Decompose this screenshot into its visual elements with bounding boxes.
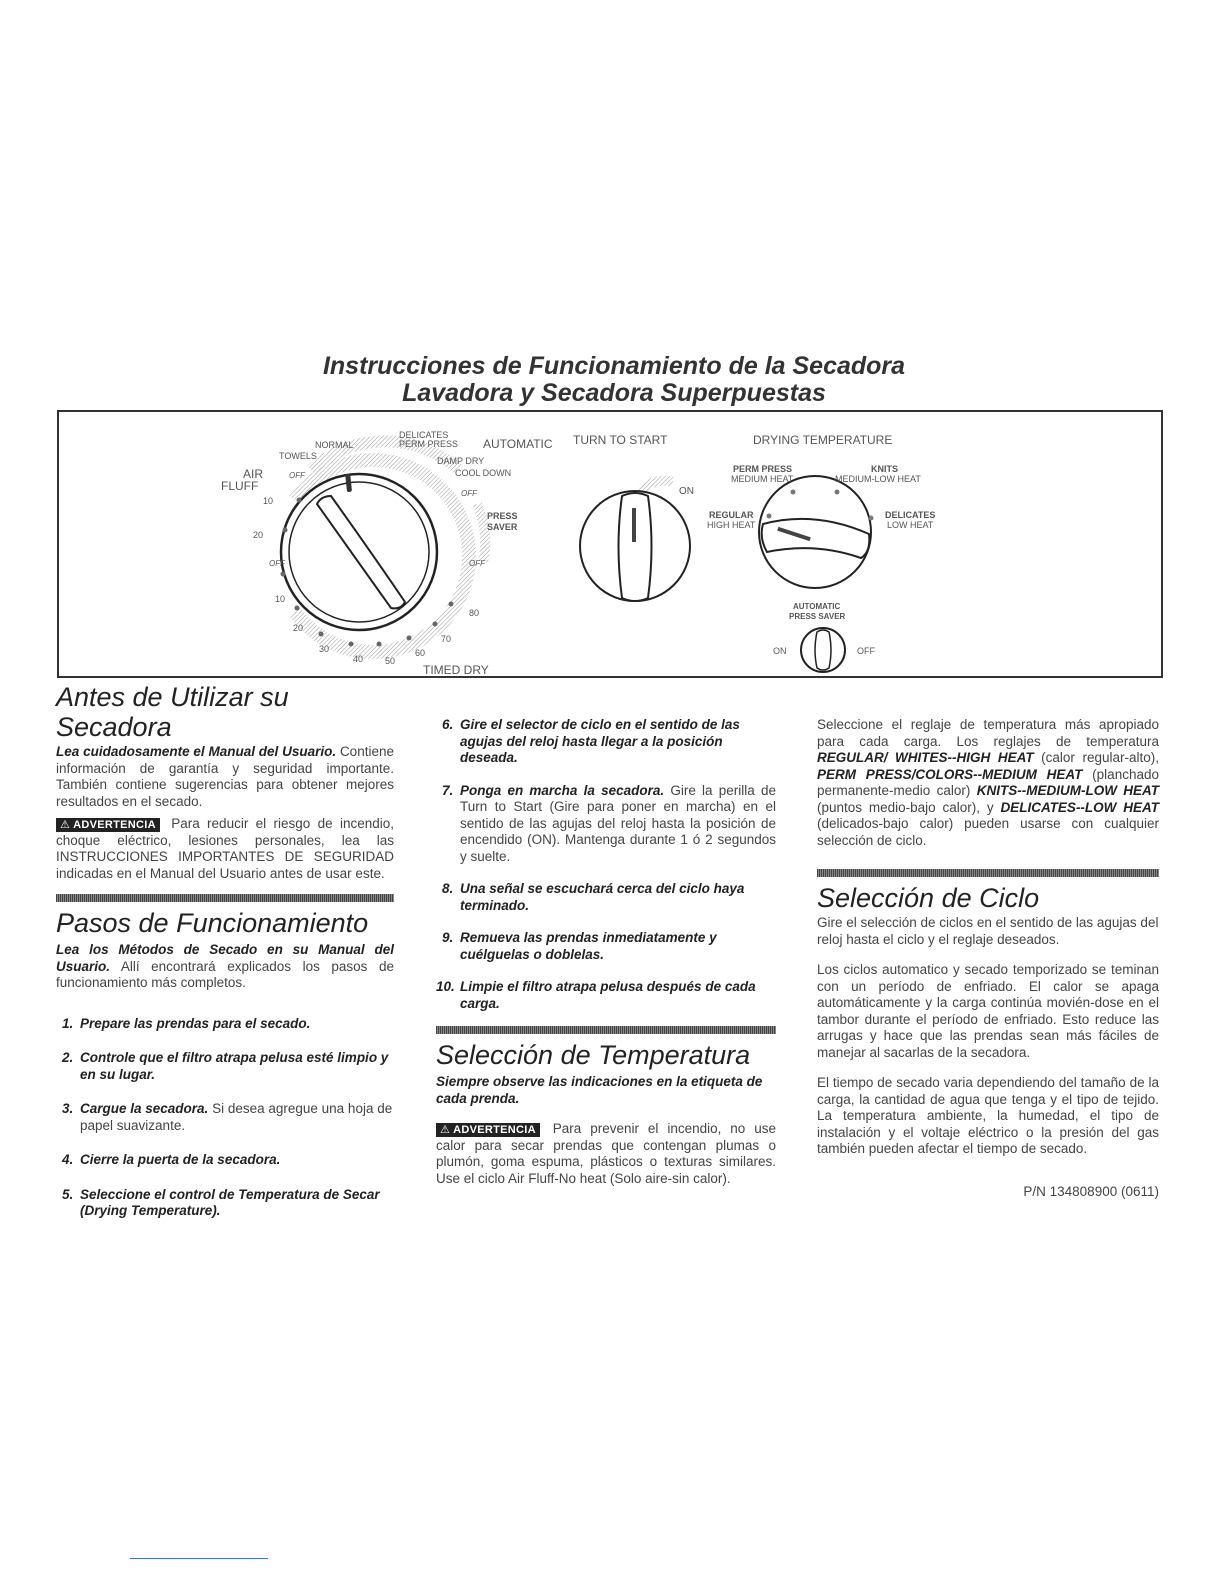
steps-list-1: [56, 1016, 394, 1220]
lbl-30: 30: [319, 644, 330, 654]
warning-text-2: Para prevenir el incendio, no use calor para secar prendas que contengan plumas o plumón, goma espuma, plásticos o texturas similares. Use el ciclo Air Fluff-No heat (Solo aire-sin calor).: [436, 1121, 776, 1186]
lbl-40: 40: [353, 654, 364, 664]
lbl-delicates: DELICATES: [399, 430, 449, 440]
lbl-temp-perm-press: PERM PRESS: [733, 464, 793, 474]
lbl-10-b: 10: [275, 594, 286, 604]
pasos-text: Allí encontrará explicados los pasos de funcionamiento más completos.: [56, 958, 394, 990]
step-2: 2. Controle que el filtro atrapa pelusa esté limpio y en su lugar.: [62, 1050, 389, 1082]
temperature-dial: [759, 476, 874, 588]
part-number: P/N 134808900 (0611): [1023, 1183, 1159, 1199]
lbl-turn-to-start: TURN TO START: [573, 433, 668, 447]
control-panel-drawing: [59, 412, 1161, 676]
lbl-temp-low-heat: LOW HEAT: [887, 520, 934, 530]
lbl-off-2: OFF: [461, 489, 477, 498]
lbl-air: AIR: [243, 467, 264, 481]
lbl-10-a: 10: [263, 496, 274, 506]
lbl-switch-off: OFF: [857, 646, 875, 656]
antes-warning: [56, 816, 394, 882]
lbl-50: 50: [385, 656, 396, 666]
antes-paragraph: [56, 744, 394, 810]
heading-temperatura: Selección de Temperatura: [436, 1040, 751, 1070]
start-dial: [580, 481, 690, 601]
lbl-off-1: OFF: [289, 471, 305, 480]
cycle-dial-press-arc: [477, 504, 485, 562]
steps-list-2: [436, 717, 776, 1012]
lbl-perm-press: PERM PRESS: [399, 439, 459, 449]
lbl-automatic-small: AUTOMATIC: [793, 602, 841, 611]
step-1: 1. Prepare las prendas para el secado.: [62, 1015, 311, 1031]
step-6: 6. Gire el selector de ciclo en el sentido de las agujas del reloj hasta llegar a la posición deseada.: [442, 717, 740, 765]
pasos-paragraph: [56, 942, 394, 992]
lbl-temp-medium-low-heat: MEDIUM-LOW HEAT: [835, 474, 921, 484]
lbl-temp-high-heat: HIGH HEAT: [707, 520, 756, 530]
step-5: 5. Seleccione el control de Temperatura de Secar (Drying Temperature).: [62, 1186, 380, 1218]
heading-antes: Antes de Utilizar su Secadora: [56, 682, 289, 742]
ciclo-paragraph-1: Gire el selección de ciclos en el sentido de las agujas del reloj hasta el ciclo y el reglaje deseados.: [817, 915, 1159, 947]
title-line-1: Instrucciones de Funcionamiento de la Secadora: [322, 352, 906, 380]
lbl-switch-on: ON: [773, 646, 787, 656]
document-title: [60, 353, 1168, 407]
heading-ciclo: Selección de Ciclo: [817, 883, 1040, 913]
step-10: 10. Limpie el filtro atrapa pelusa después de cada carga.: [436, 979, 756, 1011]
heading-pasos: Pasos de Funcionamiento: [56, 908, 369, 938]
lbl-press: PRESS: [487, 511, 518, 521]
section-divider-3: [817, 869, 1159, 877]
warning-text-1: Para reducir el riesgo de incendio, choque eléctrico, lesiones personales, lea las INSTRUCCIONES IMPORTANTES DE SEGURIDAD indicadas en el Manual del Usuario antes de usar este.: [56, 816, 394, 881]
step-7: 7. Ponga en marcha la secadora. Gire la perilla de Turn to Start (Gire para poner en marcha) en el sentido de las agujas del reloj hasta la posición de encendido (ON). Mantenga durante 1 ó 2 segundos y suelte.: [442, 782, 776, 864]
warning-badge-1: ⚠ ADVERTENCIA: [56, 818, 160, 832]
warning-badge-2: ⚠ ADVERTENCIA: [436, 1123, 540, 1137]
footer-rule: [130, 1558, 268, 1559]
ciclo-paragraph-3: El tiempo de secado varia dependiendo del tamaño de la carga, la cantidad de agua que tenga y el tipo de tejido. La temperatura ambiente, la humedad, el tipo de instalación y el voltaje eléctrico o la presión del gas también pueden afectar el tiempo de secado.: [817, 1075, 1159, 1156]
lbl-drying-temperature: DRYING TEMPERATURE: [753, 433, 893, 447]
control-panel-illustration: [57, 410, 1163, 678]
temperatura-lead: Siempre observe las indicaciones en la etiqueta de cada prenda.: [436, 1074, 763, 1106]
antes-text: Contiene información de garantía y seguridad importante. También contiene sugerencias para obtener mejores resultados en el secado.: [56, 744, 394, 809]
lbl-temp-medium-heat: MEDIUM HEAT: [731, 474, 794, 484]
press-saver-switch: [801, 628, 845, 672]
lbl-timed-dry: TIMED DRY: [423, 663, 489, 676]
lbl-automatic: AUTOMATIC: [483, 437, 553, 451]
title-line-2: Lavadora y Secadora Superpuestas: [402, 379, 826, 407]
lbl-off-3: OFF: [269, 559, 285, 568]
step-8: 8. Una señal se escuchará cerca del ciclo haya terminado.: [442, 881, 745, 913]
lbl-60: 60: [415, 648, 426, 658]
step-9: 9. Remueva las prendas inmediatamente y cuélguelas o doblelas.: [442, 930, 717, 962]
ciclo-paragraph-2: Los ciclos automatico y secado temporizado se teminan con un período de enfriado. El calor se apaga automáticamente y la carga continúa movién-dose en el tambor durante el período de enfriado. Esto reduce las arrugas y hace que las prendas sean más fáciles de manejar al sacarlas de la secadora.: [817, 962, 1159, 1060]
lbl-20-b: 20: [293, 623, 304, 633]
lbl-20-a: 20: [253, 530, 264, 540]
lbl-damp-dry: DAMP DRY: [437, 456, 485, 466]
press-saver-switch-rocker: [815, 630, 831, 670]
lbl-temp-knits: KNITS: [871, 464, 898, 474]
lbl-off-4: OFF: [469, 559, 485, 568]
lbl-temp-delicates: DELICATES: [885, 510, 936, 520]
lbl-temp-regular: REGULAR: [709, 510, 754, 520]
lbl-fluff: FLUFF: [221, 479, 259, 493]
lbl-towels: TOWELS: [279, 451, 317, 461]
lbl-cool-down: COOL DOWN: [455, 468, 512, 478]
start-dial-pointer: [632, 508, 636, 542]
column-1: [56, 682, 394, 1220]
lbl-saver: SAVER: [487, 522, 518, 532]
column-3: [817, 717, 1159, 1200]
column-2: [436, 717, 776, 1187]
section-divider-2: [436, 1026, 776, 1034]
step-4: 4. Cierre la puerta de la secadora.: [62, 1152, 281, 1167]
lbl-80: 80: [469, 608, 480, 618]
lbl-press-saver-small: PRESS SAVER: [789, 612, 846, 621]
lbl-70: 70: [441, 634, 452, 644]
antes-lead: Lea cuidadosamente el Manual del Usuario.: [56, 744, 337, 759]
section-divider-1: [56, 894, 394, 902]
step-3: 3. Cargue la secadora. Si desea agregue una hoja de papel suavizante.: [62, 1101, 393, 1133]
pasos-lead: Lea los Métodos de Secado en su Manual del Usuario.: [56, 942, 394, 974]
lbl-normal: NORMAL: [315, 440, 354, 450]
temperatura-warning: [436, 1121, 776, 1187]
lbl-start-on: ON: [679, 486, 694, 497]
temperature-settings-paragraph: Seleccione el reglaje de temperatura más apropiado para cada carga. Los reglajes de temperatura REGULAR/ WHITES--HIGH HEAT (calor regular-alto), PERM PRESS/COLORS--MEDIUM HEAT (planchado permanente-medio calor) KNITS--MEDIUM-LOW HEAT (puntos medio-bajo calor), y DELICATES--LOW HEAT (delicados-bajo calor) pueden usarse con cualquier selección de ciclo.: [817, 717, 1160, 848]
